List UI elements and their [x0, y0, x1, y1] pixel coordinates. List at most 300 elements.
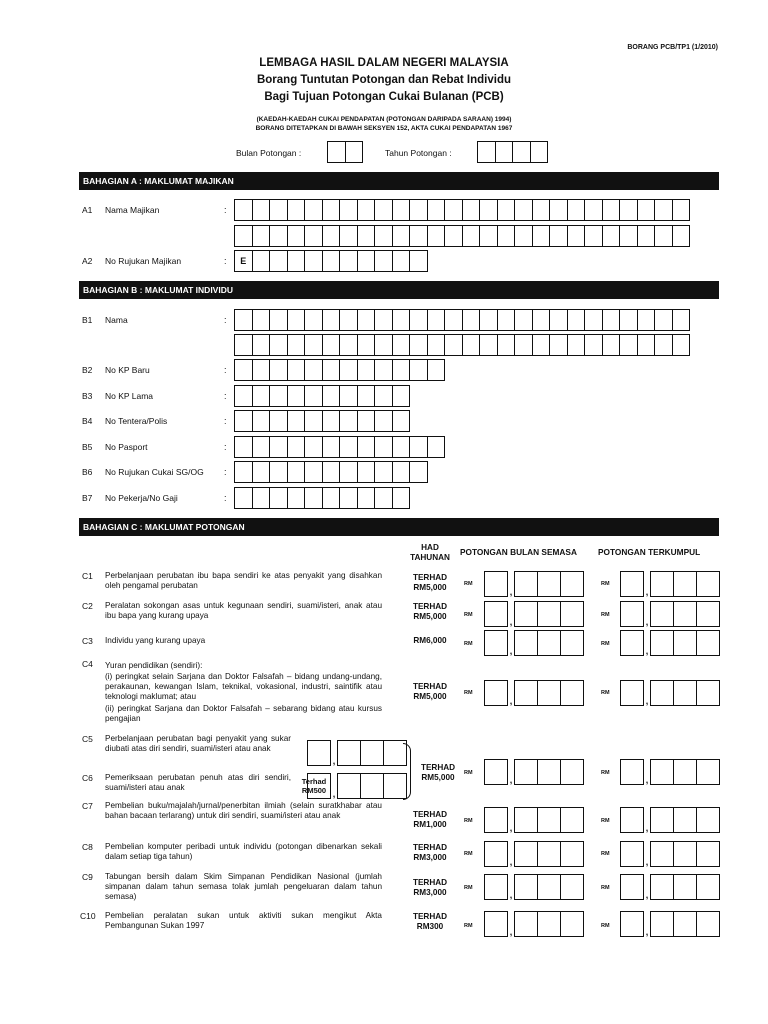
- year-input[interactable]: [477, 141, 548, 163]
- char-cell[interactable]: [339, 309, 358, 331]
- c4-current-amount[interactable]: [484, 680, 584, 706]
- char-cell[interactable]: [374, 225, 393, 247]
- char-cell[interactable]: [234, 461, 253, 483]
- char-cell[interactable]: [479, 334, 498, 356]
- char-cell[interactable]: [322, 461, 341, 483]
- char-cell[interactable]: [584, 334, 603, 356]
- char-cell[interactable]: [637, 334, 656, 356]
- char-cell[interactable]: [345, 141, 364, 163]
- amount-thousands-box[interactable]: [307, 773, 331, 799]
- char-cell[interactable]: [287, 225, 306, 247]
- char-cell[interactable]: [672, 199, 691, 221]
- char-cell[interactable]: [339, 436, 358, 458]
- amount-thousands-box[interactable]: [484, 874, 508, 900]
- char-cell[interactable]: [392, 487, 411, 509]
- amount-digit-box[interactable]: [673, 601, 697, 627]
- amount-digit-box[interactable]: [560, 601, 584, 627]
- tax-ref-input[interactable]: [234, 461, 428, 483]
- char-cell[interactable]: [654, 309, 673, 331]
- char-cell[interactable]: [287, 359, 306, 381]
- char-cell[interactable]: [374, 199, 393, 221]
- amount-digit-box[interactable]: [537, 630, 561, 656]
- char-cell[interactable]: [497, 309, 516, 331]
- char-cell[interactable]: [409, 250, 428, 272]
- char-cell[interactable]: [409, 359, 428, 381]
- char-cell[interactable]: [322, 309, 341, 331]
- char-cell[interactable]: [374, 461, 393, 483]
- char-cell[interactable]: [392, 199, 411, 221]
- passport-input[interactable]: [234, 436, 445, 458]
- amount-digit-box[interactable]: [673, 874, 697, 900]
- employer-name-row1[interactable]: [234, 199, 690, 221]
- amount-digit-box[interactable]: [514, 874, 538, 900]
- char-cell[interactable]: [252, 359, 271, 381]
- char-cell[interactable]: [339, 334, 358, 356]
- char-cell[interactable]: [234, 309, 253, 331]
- char-cell[interactable]: [514, 225, 533, 247]
- amount-digit-box[interactable]: [673, 841, 697, 867]
- char-cell[interactable]: [374, 385, 393, 407]
- amount-thousands-box[interactable]: [620, 807, 644, 833]
- c5-c6-current-amount[interactable]: [484, 759, 584, 785]
- amount-digit-box[interactable]: [537, 911, 561, 937]
- c2-current-amount[interactable]: [484, 601, 584, 627]
- char-cell[interactable]: [374, 334, 393, 356]
- c1-current-amount[interactable]: [484, 571, 584, 597]
- amount-thousands-box[interactable]: [484, 601, 508, 627]
- c9-current-amount[interactable]: [484, 874, 584, 900]
- char-cell[interactable]: [514, 334, 533, 356]
- char-cell[interactable]: [339, 461, 358, 483]
- char-cell[interactable]: [392, 385, 411, 407]
- char-cell[interactable]: [304, 225, 323, 247]
- char-cell[interactable]: [269, 250, 288, 272]
- char-cell[interactable]: [252, 385, 271, 407]
- char-cell[interactable]: [444, 309, 463, 331]
- amount-digit-box[interactable]: [560, 874, 584, 900]
- amount-digit-box[interactable]: [514, 911, 538, 937]
- char-cell[interactable]: [339, 199, 358, 221]
- char-cell[interactable]: [409, 225, 428, 247]
- char-cell[interactable]: [357, 410, 376, 432]
- char-cell[interactable]: [462, 225, 481, 247]
- char-cell[interactable]: [339, 250, 358, 272]
- char-cell[interactable]: [252, 250, 271, 272]
- amount-digit-box[interactable]: [673, 759, 697, 785]
- amount-digit-box[interactable]: [337, 773, 361, 799]
- amount-digit-box[interactable]: [360, 740, 384, 766]
- char-cell[interactable]: [374, 410, 393, 432]
- amount-digit-box[interactable]: [514, 630, 538, 656]
- amount-digit-box[interactable]: [673, 911, 697, 937]
- amount-thousands-box[interactable]: [620, 680, 644, 706]
- char-cell[interactable]: [252, 487, 271, 509]
- c1-current-rm: RM: [464, 581, 473, 587]
- c3-accum-amount[interactable]: [620, 630, 720, 656]
- char-cell[interactable]: [322, 225, 341, 247]
- char-cell[interactable]: [392, 225, 411, 247]
- char-cell[interactable]: [567, 309, 586, 331]
- char-cell[interactable]: [339, 487, 358, 509]
- char-cell[interactable]: [427, 334, 446, 356]
- amount-thousands-box[interactable]: [620, 759, 644, 785]
- individual-name-row2[interactable]: [234, 334, 690, 356]
- amount-digit-box[interactable]: [650, 759, 674, 785]
- char-cell[interactable]: [234, 225, 253, 247]
- char-cell[interactable]: [269, 309, 288, 331]
- char-cell[interactable]: [357, 250, 376, 272]
- amount-digit-box[interactable]: [514, 807, 538, 833]
- char-cell[interactable]: [357, 461, 376, 483]
- char-cell[interactable]: [619, 199, 638, 221]
- char-cell[interactable]: [287, 309, 306, 331]
- char-cell[interactable]: [392, 410, 411, 432]
- c4-accum-amount[interactable]: [620, 680, 720, 706]
- amount-thousands-box[interactable]: [620, 571, 644, 597]
- military-police-no-input[interactable]: [234, 410, 410, 432]
- employer-name-row2[interactable]: [234, 225, 690, 247]
- char-cell[interactable]: [427, 309, 446, 331]
- char-cell[interactable]: [269, 436, 288, 458]
- char-cell[interactable]: [567, 225, 586, 247]
- char-cell[interactable]: [252, 199, 271, 221]
- char-cell[interactable]: [444, 225, 463, 247]
- char-cell[interactable]: [392, 436, 411, 458]
- amount-thousands-box[interactable]: [484, 630, 508, 656]
- amount-digit-box[interactable]: [650, 807, 674, 833]
- amount-digit-box[interactable]: [560, 571, 584, 597]
- char-cell[interactable]: [287, 334, 306, 356]
- char-cell[interactable]: [287, 385, 306, 407]
- c7-current-amount[interactable]: [484, 807, 584, 833]
- char-cell[interactable]: [409, 309, 428, 331]
- amount-digit-box[interactable]: [650, 571, 674, 597]
- char-cell[interactable]: [322, 385, 341, 407]
- amount-thousands-box[interactable]: [484, 911, 508, 937]
- char-cell[interactable]: [654, 225, 673, 247]
- char-cell[interactable]: [532, 334, 551, 356]
- char-cell[interactable]: [672, 225, 691, 247]
- char-cell[interactable]: [304, 199, 323, 221]
- char-cell[interactable]: [495, 141, 514, 163]
- char-cell[interactable]: [322, 436, 341, 458]
- amount-digit-box[interactable]: [537, 841, 561, 867]
- char-cell[interactable]: [619, 309, 638, 331]
- char-cell[interactable]: [322, 250, 341, 272]
- amount-digit-box[interactable]: [650, 911, 674, 937]
- char-cell[interactable]: [392, 461, 411, 483]
- amount-thousands-box[interactable]: [484, 807, 508, 833]
- char-cell[interactable]: [234, 410, 253, 432]
- amount-digit-box[interactable]: [696, 571, 720, 597]
- char-cell[interactable]: [339, 385, 358, 407]
- amount-digit-box[interactable]: [560, 680, 584, 706]
- char-cell[interactable]: [234, 487, 253, 509]
- c3-current-amount[interactable]: [484, 630, 584, 656]
- c9-accum-amount[interactable]: [620, 874, 720, 900]
- a2-code: A2: [82, 256, 93, 266]
- char-cell[interactable]: [602, 225, 621, 247]
- char-cell[interactable]: [427, 225, 446, 247]
- amount-digit-box[interactable]: [537, 571, 561, 597]
- char-cell[interactable]: [287, 250, 306, 272]
- char-cell[interactable]: [374, 487, 393, 509]
- amount-digit-box[interactable]: [537, 807, 561, 833]
- char-cell[interactable]: [304, 250, 323, 272]
- char-cell[interactable]: [374, 309, 393, 331]
- char-cell[interactable]: [287, 487, 306, 509]
- employee-no-input[interactable]: [234, 487, 410, 509]
- amount-digit-box[interactable]: [650, 874, 674, 900]
- char-cell[interactable]: [357, 225, 376, 247]
- char-cell[interactable]: [497, 225, 516, 247]
- amount-digit-box[interactable]: [560, 630, 584, 656]
- char-cell[interactable]: [322, 199, 341, 221]
- char-cell[interactable]: [269, 225, 288, 247]
- char-cell[interactable]: [514, 199, 533, 221]
- char-cell[interactable]: [462, 334, 481, 356]
- char-cell[interactable]: [392, 250, 411, 272]
- char-cell[interactable]: [287, 461, 306, 483]
- char-cell[interactable]: [234, 385, 253, 407]
- c8-current-amount[interactable]: [484, 841, 584, 867]
- char-cell[interactable]: [304, 359, 323, 381]
- char-cell[interactable]: [304, 461, 323, 483]
- char-cell[interactable]: [322, 410, 341, 432]
- amount-digit-box[interactable]: [696, 841, 720, 867]
- amount-digit-box[interactable]: [696, 680, 720, 706]
- char-cell[interactable]: [252, 225, 271, 247]
- char-cell[interactable]: [392, 359, 411, 381]
- amount-digit-box[interactable]: [696, 630, 720, 656]
- amount-digit-box[interactable]: [696, 759, 720, 785]
- char-cell[interactable]: [637, 199, 656, 221]
- char-cell[interactable]: [252, 461, 271, 483]
- amount-thousands-box[interactable]: [620, 874, 644, 900]
- char-cell[interactable]: [444, 334, 463, 356]
- char-cell[interactable]: [339, 410, 358, 432]
- c7-accum-amount[interactable]: [620, 807, 720, 833]
- amount-digit-box[interactable]: [337, 740, 361, 766]
- amount-digit-box[interactable]: [673, 807, 697, 833]
- char-cell[interactable]: [409, 334, 428, 356]
- c8-accum-amount[interactable]: [620, 841, 720, 867]
- new-ic-input[interactable]: [234, 359, 445, 381]
- char-cell[interactable]: [269, 359, 288, 381]
- char-cell[interactable]: [619, 334, 638, 356]
- amount-thousands-box[interactable]: [484, 759, 508, 785]
- char-cell[interactable]: [357, 359, 376, 381]
- amount-thousands-box[interactable]: [620, 911, 644, 937]
- char-cell[interactable]: [304, 436, 323, 458]
- c2-accum-amount[interactable]: [620, 601, 720, 627]
- amount-digit-box[interactable]: [360, 773, 384, 799]
- c10-accum-rm: RM: [601, 923, 610, 929]
- char-cell[interactable]: [409, 199, 428, 221]
- char-cell[interactable]: [252, 436, 271, 458]
- char-cell[interactable]: [672, 309, 691, 331]
- char-cell[interactable]: [357, 385, 376, 407]
- char-cell[interactable]: [444, 199, 463, 221]
- c1-accum-amount[interactable]: [620, 571, 720, 597]
- employer-ref-input[interactable]: [234, 250, 428, 272]
- amount-digit-box[interactable]: [560, 759, 584, 785]
- char-cell[interactable]: [234, 359, 253, 381]
- char-cell[interactable]: [287, 199, 306, 221]
- char-cell[interactable]: [392, 334, 411, 356]
- amount-digit-box[interactable]: [560, 807, 584, 833]
- char-cell[interactable]: [427, 436, 446, 458]
- char-cell[interactable]: [269, 199, 288, 221]
- amount-thousands-box[interactable]: [484, 841, 508, 867]
- char-cell[interactable]: [304, 410, 323, 432]
- char-cell[interactable]: [532, 199, 551, 221]
- char-cell[interactable]: [252, 309, 271, 331]
- char-cell[interactable]: [287, 410, 306, 432]
- char-cell[interactable]: [512, 141, 531, 163]
- amount-digit-box[interactable]: [537, 874, 561, 900]
- char-cell[interactable]: [654, 199, 673, 221]
- amount-thousands-box[interactable]: [620, 601, 644, 627]
- char-cell[interactable]: [602, 334, 621, 356]
- char-cell[interactable]: [269, 334, 288, 356]
- char-cell[interactable]: [497, 199, 516, 221]
- char-cell[interactable]: [530, 141, 549, 163]
- amount-thousands-box[interactable]: [620, 630, 644, 656]
- char-cell[interactable]: [549, 199, 568, 221]
- char-cell[interactable]: [479, 309, 498, 331]
- char-cell[interactable]: [269, 410, 288, 432]
- old-ic-input[interactable]: [234, 385, 410, 407]
- char-cell[interactable]: [427, 199, 446, 221]
- char-cell[interactable]: [602, 309, 621, 331]
- char-cell[interactable]: [619, 225, 638, 247]
- char-cell[interactable]: [234, 199, 253, 221]
- char-cell[interactable]: [287, 436, 306, 458]
- amount-digit-box[interactable]: [673, 630, 697, 656]
- char-cell[interactable]: [392, 309, 411, 331]
- char-cell[interactable]: [549, 225, 568, 247]
- amount-thousands-box[interactable]: [484, 680, 508, 706]
- char-cell[interactable]: [234, 334, 253, 356]
- char-cell[interactable]: [497, 334, 516, 356]
- amount-digit-box[interactable]: [537, 680, 561, 706]
- char-cell[interactable]: [477, 141, 496, 163]
- char-cell[interactable]: [339, 359, 358, 381]
- char-cell[interactable]: [514, 309, 533, 331]
- char-cell[interactable]: [322, 359, 341, 381]
- char-cell[interactable]: [549, 334, 568, 356]
- char-cell[interactable]: [409, 436, 428, 458]
- amount-digit-box[interactable]: [696, 911, 720, 937]
- c10-current-amount[interactable]: [484, 911, 584, 937]
- char-cell[interactable]: [269, 461, 288, 483]
- individual-name-row1[interactable]: [234, 309, 690, 331]
- amount-thousands-box[interactable]: [620, 841, 644, 867]
- char-cell[interactable]: [584, 309, 603, 331]
- amount-thousands-box[interactable]: [484, 571, 508, 597]
- amount-digit-box[interactable]: [696, 601, 720, 627]
- c5-amount[interactable]: [307, 740, 407, 766]
- amount-digit-box[interactable]: [514, 571, 538, 597]
- c5-c6-accum-amount[interactable]: [620, 759, 720, 785]
- char-cell[interactable]: [602, 199, 621, 221]
- char-cell[interactable]: [567, 334, 586, 356]
- amount-digit-box[interactable]: [537, 759, 561, 785]
- char-cell[interactable]: [322, 487, 341, 509]
- amount-digit-box[interactable]: [650, 601, 674, 627]
- char-cell[interactable]: [374, 250, 393, 272]
- char-cell[interactable]: [462, 309, 481, 331]
- amount-digit-box[interactable]: [514, 841, 538, 867]
- amount-digit-box[interactable]: [537, 601, 561, 627]
- amount-digit-box[interactable]: [650, 680, 674, 706]
- char-cell[interactable]: [479, 199, 498, 221]
- char-cell[interactable]: [532, 309, 551, 331]
- c7-current-rm: RM: [464, 818, 473, 824]
- char-cell[interactable]: [357, 309, 376, 331]
- char-cell[interactable]: [252, 334, 271, 356]
- char-cell[interactable]: [637, 225, 656, 247]
- amount-digit-box[interactable]: [673, 680, 697, 706]
- char-cell[interactable]: [479, 225, 498, 247]
- month-input[interactable]: [327, 141, 363, 163]
- amount-digit-box[interactable]: [514, 680, 538, 706]
- amount-digit-box[interactable]: [673, 571, 697, 597]
- amount-digit-box[interactable]: [650, 630, 674, 656]
- char-cell[interactable]: [584, 225, 603, 247]
- char-cell[interactable]: [252, 410, 271, 432]
- char-cell[interactable]: [409, 461, 428, 483]
- char-cell[interactable]: [567, 199, 586, 221]
- char-cell[interactable]: [304, 385, 323, 407]
- char-cell[interactable]: [269, 487, 288, 509]
- amount-thousands-box[interactable]: [307, 740, 331, 766]
- amount-digit-box[interactable]: [514, 759, 538, 785]
- amount-digit-box[interactable]: [696, 807, 720, 833]
- char-cell[interactable]: [462, 199, 481, 221]
- char-cell[interactable]: [532, 225, 551, 247]
- c10-accum-amount[interactable]: [620, 911, 720, 937]
- char-cell[interactable]: [357, 487, 376, 509]
- char-cell[interactable]: [234, 436, 253, 458]
- char-cell[interactable]: [357, 199, 376, 221]
- c6-amount[interactable]: [307, 773, 407, 799]
- amount-digit-box[interactable]: [696, 874, 720, 900]
- char-cell[interactable]: [304, 487, 323, 509]
- char-cell[interactable]: [304, 334, 323, 356]
- char-cell[interactable]: [357, 334, 376, 356]
- char-cell[interactable]: [357, 436, 376, 458]
- char-cell[interactable]: [584, 199, 603, 221]
- char-cell[interactable]: [304, 309, 323, 331]
- char-cell[interactable]: [549, 309, 568, 331]
- char-cell[interactable]: [654, 334, 673, 356]
- char-cell[interactable]: [637, 309, 656, 331]
- char-cell[interactable]: [327, 141, 346, 163]
- char-cell[interactable]: [427, 359, 446, 381]
- amount-digit-box[interactable]: [514, 601, 538, 627]
- char-cell[interactable]: [339, 225, 358, 247]
- char-cell[interactable]: [322, 334, 341, 356]
- amount-digit-box[interactable]: [560, 841, 584, 867]
- char-cell[interactable]: [672, 334, 691, 356]
- amount-digit-box[interactable]: [650, 841, 674, 867]
- char-cell[interactable]: [374, 436, 393, 458]
- amount-digit-box[interactable]: [560, 911, 584, 937]
- char-cell[interactable]: [374, 359, 393, 381]
- char-cell[interactable]: [269, 385, 288, 407]
